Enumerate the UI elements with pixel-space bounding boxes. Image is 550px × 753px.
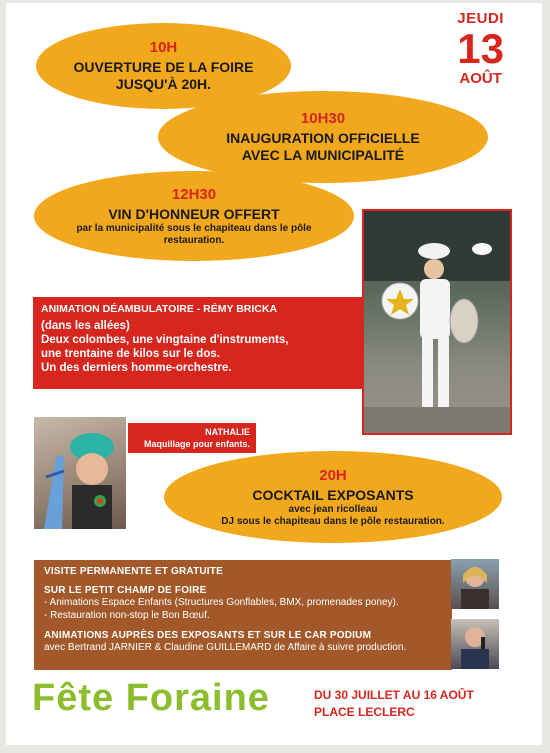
event-vin-honneur: [34, 171, 354, 261]
event-line: JUSQU'À 20H.: [115, 76, 212, 92]
footer-info: [314, 687, 474, 721]
homme-orchestre-illustration: [364, 211, 510, 433]
visite-item: - Restauration non-stop le Bon Bœuf.: [44, 610, 210, 621]
nathalie-text: Maquillage pour enfants.: [143, 439, 250, 449]
photo-animateur: [451, 619, 499, 669]
poster: [6, 3, 542, 745]
event-inauguration: [158, 91, 488, 183]
date-month: AOÛT: [459, 70, 502, 87]
visite-item: - Animations Espace Enfants (Structures Gonflables, BMX, promenades poney).: [44, 597, 399, 608]
event-line: INAUGURATION OFFICIELLE: [226, 130, 420, 146]
event-cocktail: [164, 451, 502, 543]
event-detail: DJ sous le chapiteau dans le pôle restauration.: [221, 515, 445, 527]
event-time: 20H: [319, 466, 347, 484]
event-title: COCKTAIL EXPOSANTS: [252, 486, 414, 503]
animateur-illustration: [451, 619, 499, 669]
visite-box: [34, 560, 452, 670]
photo-animatrice: [451, 559, 499, 609]
animation-line: une trentaine de kilos sur le dos.: [41, 348, 220, 360]
visite-title2: ANIMATIONS AUPRÈS DES EXPOSANTS ET SUR LE CAR PODIUM: [44, 630, 372, 641]
event-detail: restauration.: [163, 234, 225, 246]
animation-box: [33, 297, 363, 389]
event-detail: avec jean ricolleau: [288, 503, 378, 515]
date-day: JEUDI: [457, 10, 504, 27]
event-line: AVEC LA MUNICIPALITÉ: [241, 147, 405, 163]
footer-place: PLACE LECLERC: [314, 705, 415, 719]
event-time: 10H: [149, 39, 178, 56]
event-detail: par la municipalité sous le chapiteau dans le pôle: [76, 222, 312, 234]
event-time: 10H30: [300, 110, 346, 127]
photo-maquillage: [34, 417, 126, 529]
nathalie-box: [128, 423, 256, 453]
animation-line: Deux colombes, une vingtaine d'instruments,: [41, 334, 289, 346]
visite-title: VISITE PERMANENTE ET GRATUITE: [44, 566, 223, 577]
photo-homme-orchestre: [362, 209, 512, 435]
animation-title: ANIMATION DÉAMBULATOIRE - RÉMY BRICKA: [41, 303, 278, 315]
animatrice-illustration: [451, 559, 499, 609]
nathalie-name: NATHALIE: [205, 427, 250, 437]
footer-dates: DU 30 JUILLET AU 16 AOÛT: [314, 688, 474, 702]
maquillage-illustration: [34, 417, 126, 529]
visite-line2: avec Bertrand JARNIER & Claudine GUILLEMARD de Affaire à suivre production.: [44, 642, 407, 653]
event-title: VIN D'HONNEUR OFFERT: [108, 205, 280, 222]
animation-line: (dans les allées): [41, 320, 130, 332]
animation-line: Un des derniers homme-orchestre.: [41, 362, 232, 374]
date-block: [457, 11, 504, 86]
event-time: 12H30: [171, 185, 217, 203]
fete-foraine-logo: Fête Foraine: [32, 677, 270, 719]
visite-subtitle: SUR LE PETIT CHAMP DE FOIRE: [44, 585, 207, 596]
date-number: 13: [457, 25, 504, 72]
event-line: OUVERTURE DE LA FOIRE: [73, 59, 254, 75]
